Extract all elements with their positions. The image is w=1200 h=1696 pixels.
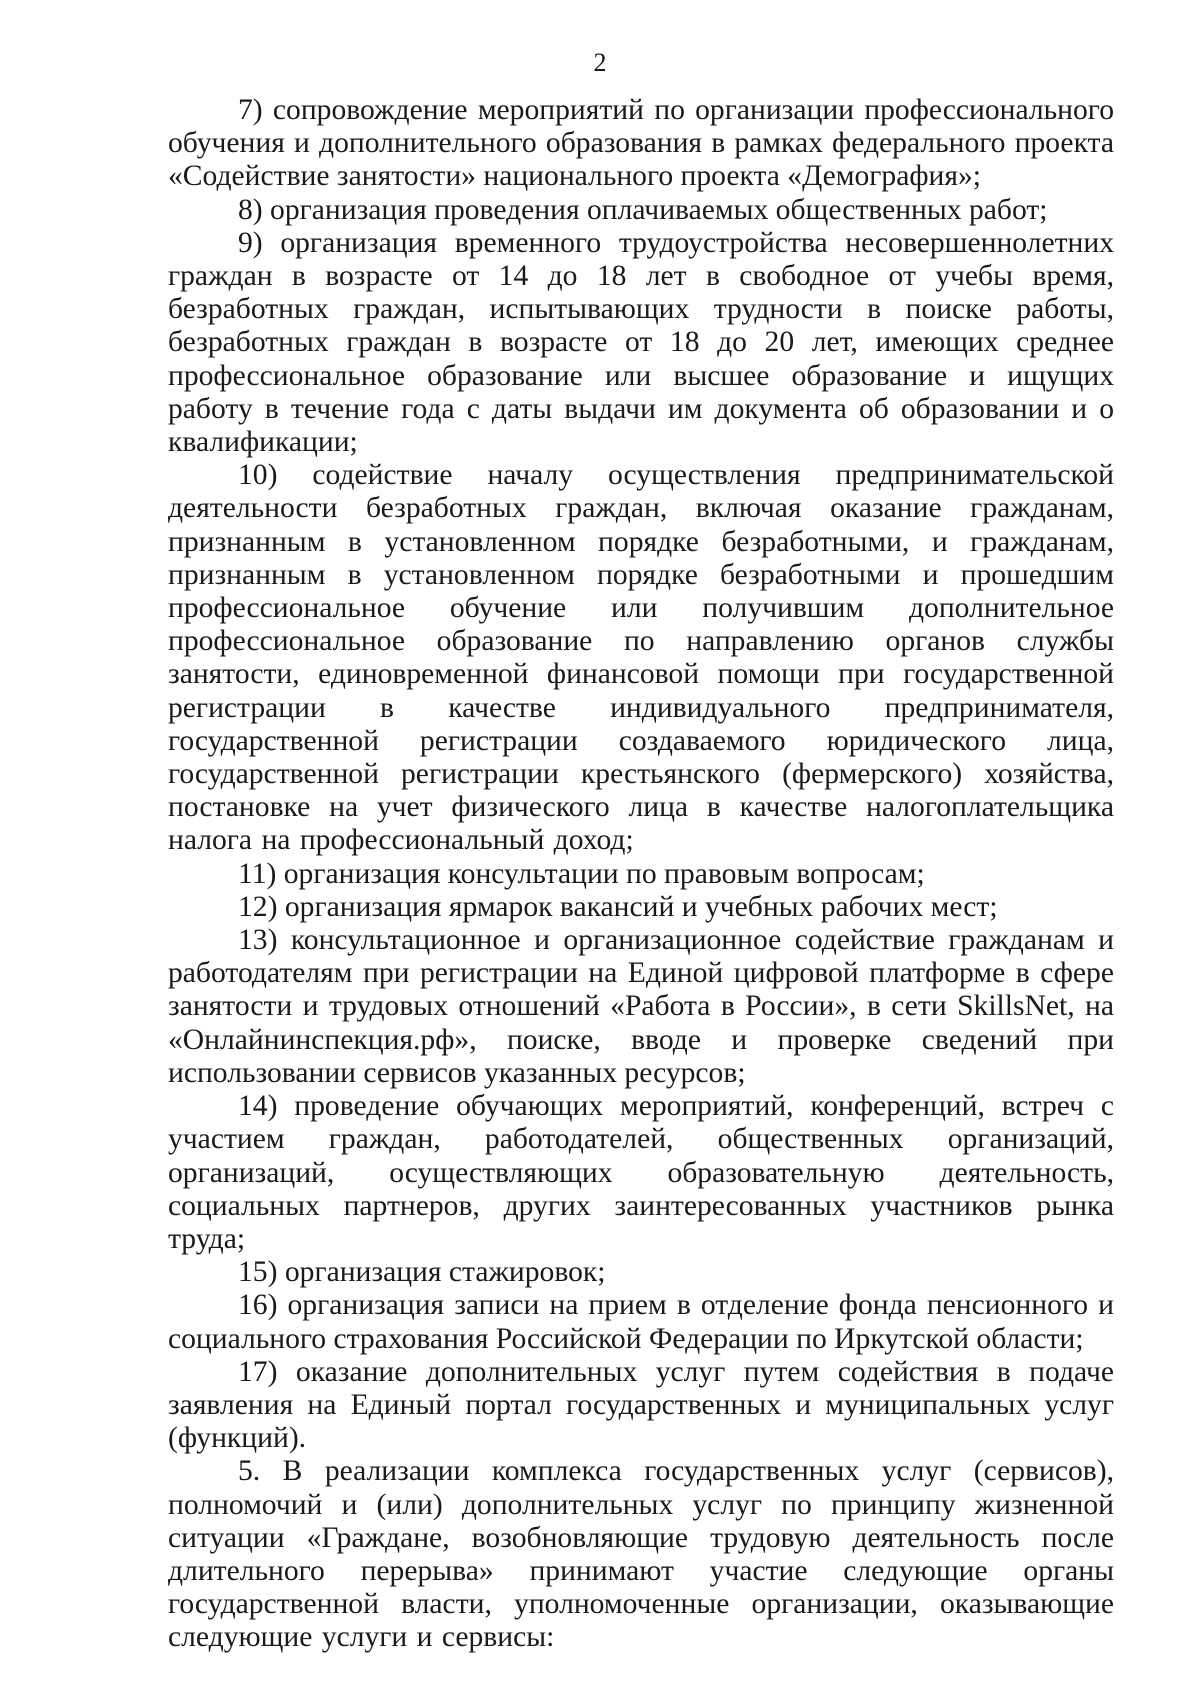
list-item-9: 9) организация временного трудоустройства несовершеннолетних граждан в возрасте от 14 до 18 лет в свободное от учебы время, безработных граждан, испытывающих трудности в поиске работы, безработных граждан в возрасте от 18 до 20 лет, имеющих среднее профессиональное образование или высшее образование и ищущих работу в течение года с даты выдачи им документа об образовании и о квалификации; bbox=[168, 226, 1114, 459]
list-item-15: 15) организация стажировок; bbox=[238, 1256, 606, 1289]
list-item-11: 11) организация консультации по правовым вопросам; bbox=[238, 857, 925, 890]
list-item-7: 7) сопровождение мероприятий по организации профессионального обучения и дополнительного образования в рамках федерального проекта «Содействие занятости» национального проекта «Демография»; bbox=[168, 94, 1114, 193]
list-item-13: 13) консультационное и организационное содействие гражданам и работодателям при регистрации на Единой цифровой платформе в сфере занятости и трудовых отношений «Работа в России», в сети SkillsNet, на «Онлайнинспекция.рф», поиске, вводе и проверке сведений при использовании сервисов указанных ресурсов; bbox=[168, 924, 1114, 1089]
list-item-17: 17) оказание дополнительных услуг путем содействия в подаче заявления на Единый портал государственных и муниципальных услуг (функций). bbox=[168, 1355, 1114, 1455]
list-item-12: 12) организация ярмарок вакансий и учебных рабочих мест; bbox=[238, 890, 998, 923]
page-number: 2 bbox=[593, 48, 607, 77]
section-5-paragraph: 5. В реализации комплекса государственных услуг (сервисов), полномочий и (или) дополнительных услуг по принципу жизненной ситуации «Граждане, возобновляющие трудовую деятельность после длительного перерыва» принимают участие следующие органы государственной власти, уполномоченные организации, оказывающие следующие услуги и сервисы: bbox=[168, 1455, 1114, 1654]
list-item-14: 14) проведение обучающих мероприятий, конференций, встреч с участием граждан, работодателей, общественных организаций, организаций, осуществляющих образовательную деятельность, социальных партнеров, других заинтересованных участников рынка труда; bbox=[168, 1090, 1114, 1255]
document-body bbox=[168, 94, 1114, 1655]
list-item-16: 16) организация записи на прием в отделение фонда пенсионного и социального страхования Российской Федерации по Иркутской области; bbox=[168, 1289, 1114, 1355]
list-item-8: 8) организация проведения оплачиваемых общественных работ; bbox=[238, 193, 1048, 226]
list-item-10: 10) содействие началу осуществления предпринимательской деятельности безработных граждан, включая оказание гражданам, признанным в установленном порядке безработными, и гражданам, признанным в установленном порядке безработными и прошедшим профессиональное обучение или получившим дополнительное профессиональное образование по направлению органов службы занятости, единовременной финансовой помощи при государственной регистрации в качестве индивидуального предпринимателя, государственной регистрации создаваемого юридического лица, государственной регистрации крестьянского (фермерского) хозяйства, постановке на учет физического лица в качестве налогоплательщика налога на профессиональный доход; bbox=[168, 459, 1114, 857]
